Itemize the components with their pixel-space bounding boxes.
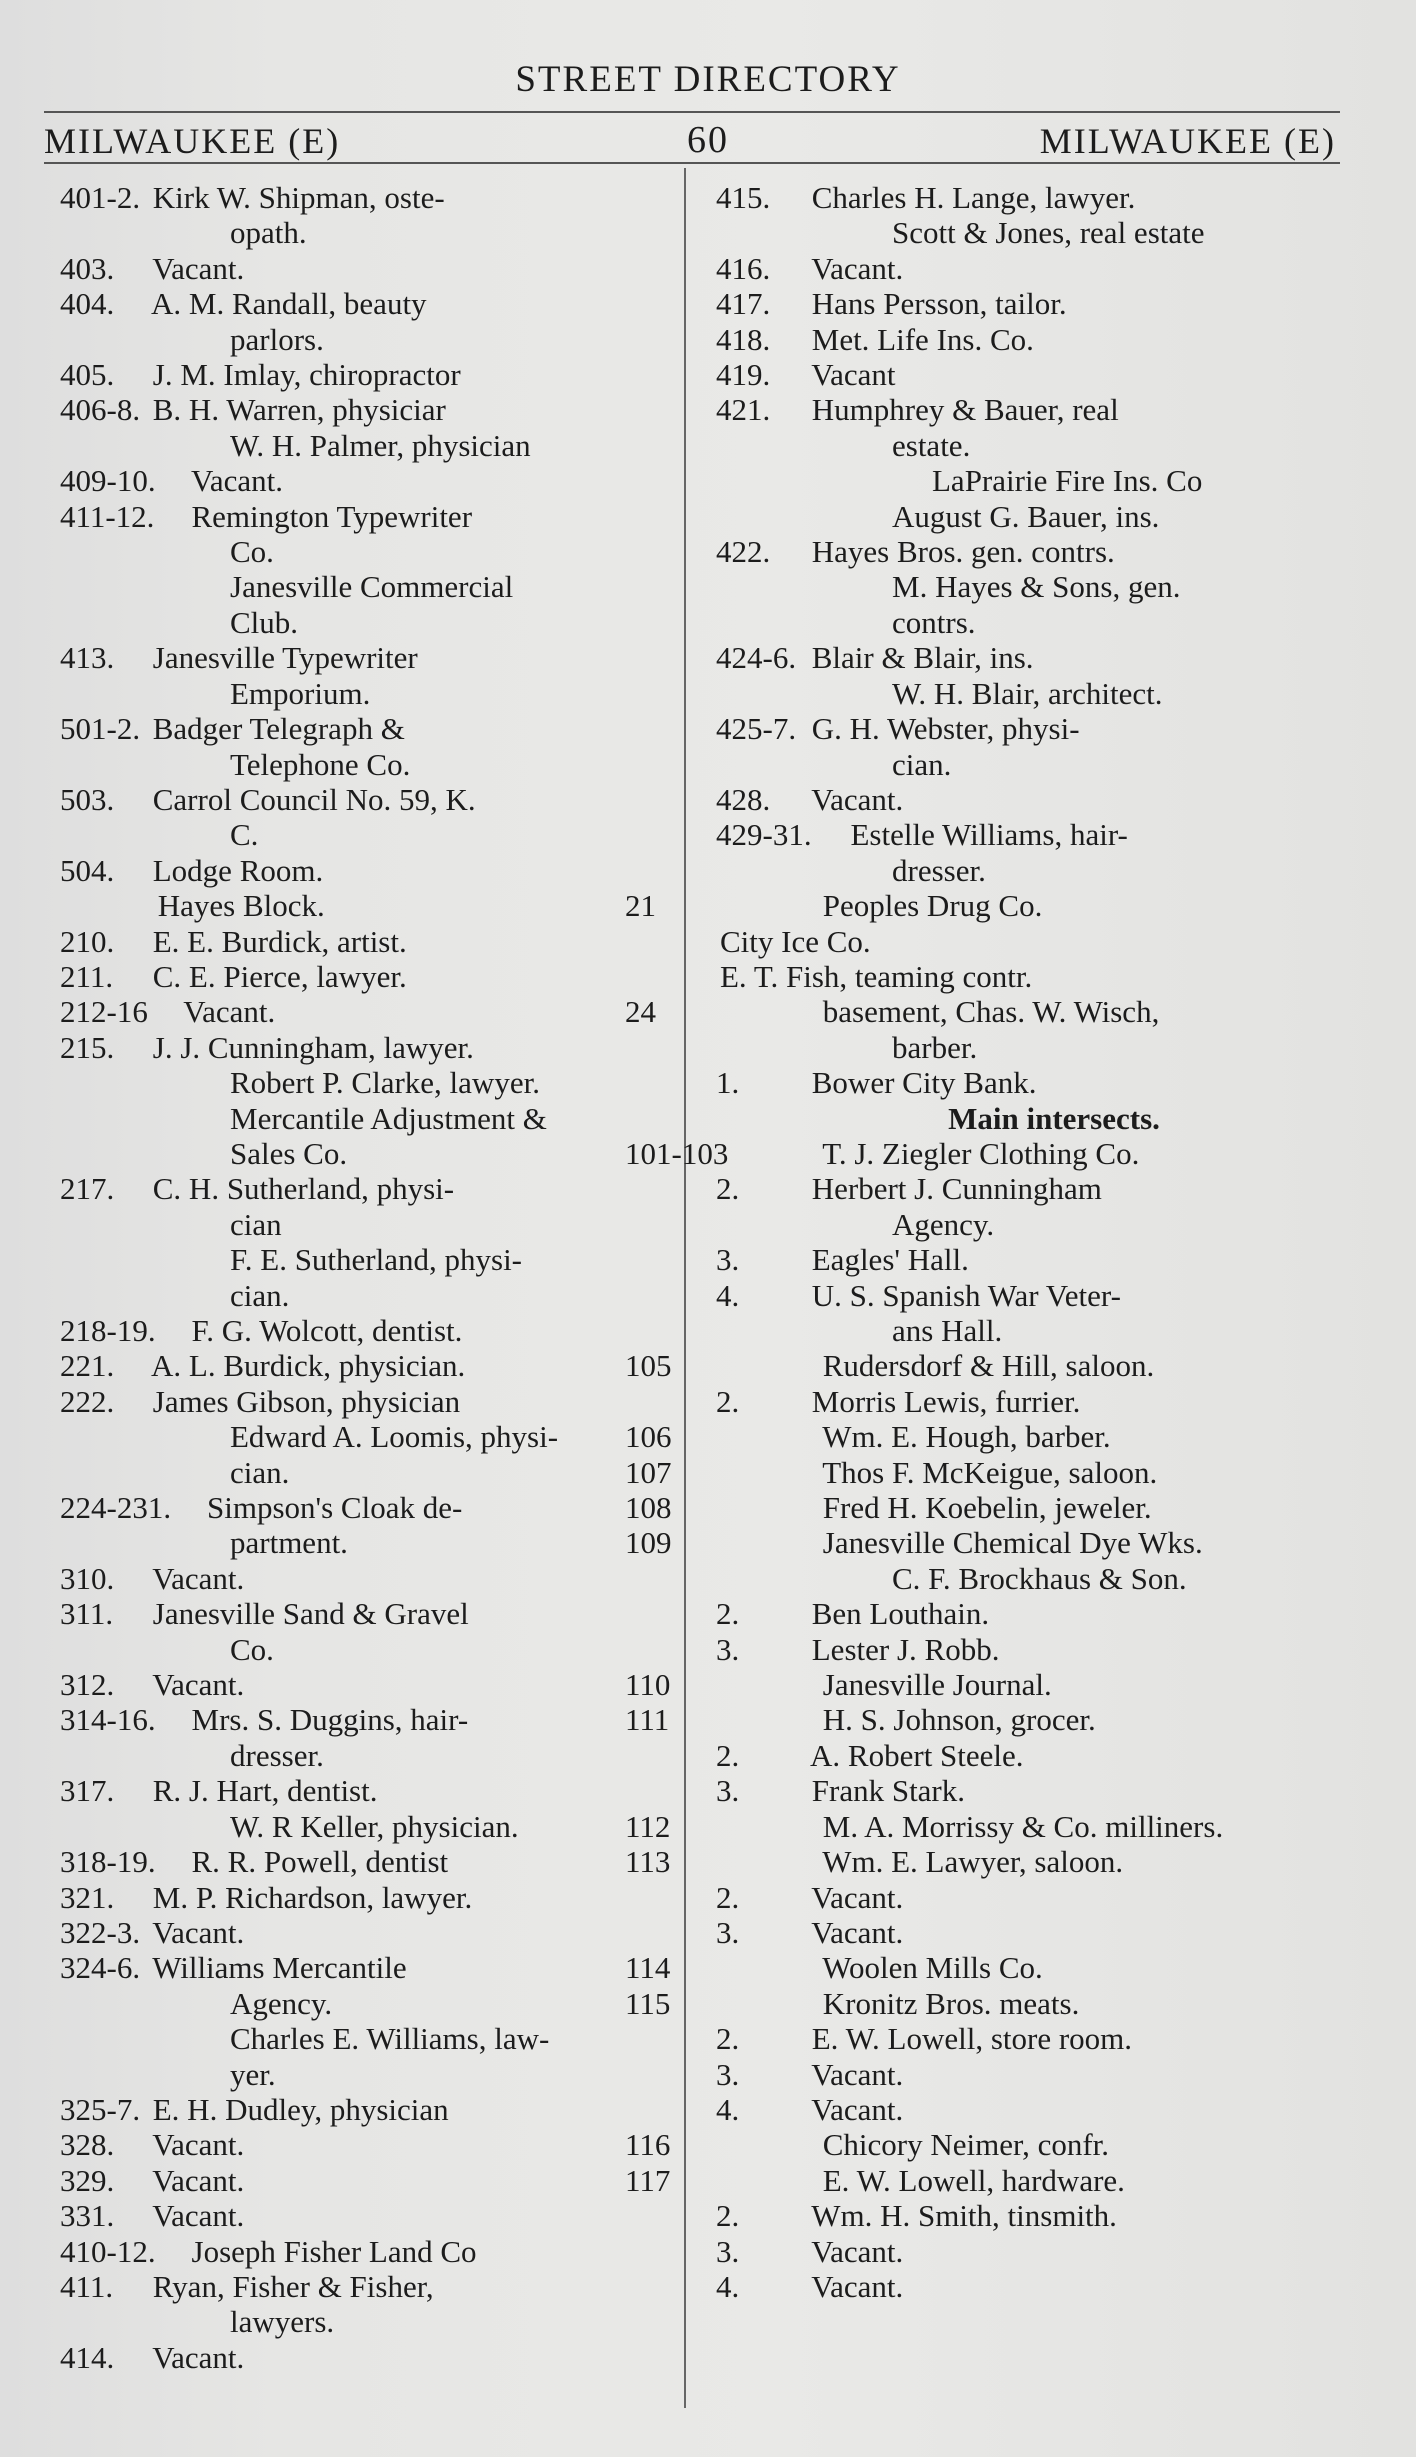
entry-text: J. M. Imlay, chiropractor [152, 357, 461, 393]
entry-text: LaPrairie Fire Ins. Co [932, 463, 1203, 499]
directory-entry [716, 817, 1348, 853]
directory-entry [625, 1525, 1348, 1561]
entry-text: Telephone Co. [230, 746, 411, 782]
entry-text: H. S. Johnson, grocer. [822, 1702, 1096, 1738]
directory-entry: 331. Vacant. [60, 2198, 245, 2234]
entry-text: Mercantile Adjustment & [230, 1100, 547, 1136]
entry-text: Humphrey & Bauer, real [811, 392, 1119, 428]
directory-entry [625, 1950, 1348, 1986]
entry-number: 112 [625, 1808, 671, 1844]
entry-text: Co. [230, 1631, 274, 1667]
entry-text: Charles E. Williams, law- [230, 2021, 550, 2057]
entry-text: Morris Lewis, furrier. [811, 1383, 1081, 1419]
directory-entry [60, 605, 660, 640]
entry-text: Co. [230, 534, 274, 570]
directory-entry [60, 817, 660, 852]
directory-entry [720, 1313, 1348, 1348]
entry-text: barber. [892, 1029, 978, 1065]
entry-text: Blair & Blair, ins. [811, 640, 1034, 676]
directory-entry [625, 994, 1348, 1030]
left-column [60, 180, 660, 2375]
entry-text: Janesville Chemical Dye Wks. [822, 1525, 1203, 1561]
directory-entry: 3. Frank Stark. [716, 1773, 966, 1809]
directory-entry: 1. Bower City Bank. [716, 1065, 1037, 1101]
directory-entry: 424-6. Blair & Blair, ins. [716, 640, 1034, 676]
directory-entry: 3. Lester J. Robb. [716, 1631, 1000, 1667]
entry-text: Fred H. Koebelin, jeweler. [822, 1490, 1152, 1526]
entry-text: Vacant. [183, 994, 276, 1030]
directory-entry: 405. J. M. Imlay, chiropractor [60, 357, 461, 393]
entry-text: Agency. [892, 1206, 995, 1242]
directory-entry [625, 1808, 1348, 1844]
entry-text: A. Robert Steele. [810, 1737, 1024, 1773]
directory-entry [625, 1702, 1348, 1738]
entry-text: Kirk W. Shipman, oste- [152, 180, 445, 215]
entry-text: T. J. Ziegler Clothing Co. [822, 1135, 1140, 1171]
directory-entry [60, 1242, 660, 1277]
directory-entry: 317. R. J. Hart, dentist. [60, 1773, 378, 1809]
entry-text: Vacant. [152, 2127, 245, 2163]
directory-entry: 503. Carrol Council No. 59, K. [60, 781, 476, 817]
entry-number: 24 [625, 994, 656, 1030]
entry-text: Lodge Room. [152, 852, 324, 888]
directory-entry: 321. M. P. Richardson, lawyer. [60, 1879, 473, 1915]
entry-number: 105 [625, 1348, 672, 1384]
directory-entry: 403. Vacant. [60, 250, 245, 286]
directory-entry: 2. Morris Lewis, furrier. [716, 1383, 1081, 1419]
entry-text: E. W. Lowell, store room. [811, 2021, 1133, 2057]
entry-text: Vacant. [811, 1879, 904, 1915]
entry-text: Peoples Drug Co. [822, 888, 1043, 924]
directory-entry: 417. Hans Persson, tailor. [716, 286, 1067, 322]
entry-text: Remington Typewriter [191, 498, 473, 534]
entry-number: 115 [625, 1985, 671, 2021]
directory-entry: 425-7. G. H. Webster, physi- [716, 711, 1080, 747]
entry-text: E. H. Dudley, physician [152, 2091, 449, 2127]
directory-entry [60, 1207, 660, 1242]
entry-text: Agency. [230, 1985, 333, 2021]
entry-text: G. H. Webster, physi- [811, 711, 1080, 747]
directory-entry: 2. E. W. Lowell, store room. [716, 2021, 1133, 2057]
entry-text: opath. [230, 215, 307, 251]
directory-entry [60, 1702, 660, 1737]
entry-number: 106 [625, 1419, 672, 1455]
directory-entry [720, 959, 1348, 994]
entry-text: Mrs. S. Duggins, hair- [191, 1702, 469, 1738]
entry-text: W. R Keller, physician. [230, 1808, 519, 1844]
directory-entry: 414. Vacant. [60, 2339, 245, 2375]
entry-text: Vacant [811, 357, 896, 393]
directory-entry [60, 1455, 660, 1490]
entry-number: 410-12. [60, 2233, 156, 2269]
entry-text: Vacant. [152, 1914, 245, 1950]
entry-text: R. R. Powell, dentist [191, 1844, 449, 1880]
entry-number: 314-16. [60, 1702, 156, 1738]
entry-text: Ben Louthain. [811, 1596, 990, 1632]
directory-entry [60, 1101, 660, 1136]
directory-entry: 418. Met. Life Ins. Co. [716, 321, 1034, 357]
directory-entry [60, 888, 660, 923]
entry-text: Hayes Bros. gen. contrs. [811, 534, 1115, 570]
directory-entry [60, 499, 660, 534]
entry-text: basement, Chas. W. Wisch, [822, 994, 1160, 1030]
directory-entry: 411. Ryan, Fisher & Fisher, [60, 2268, 434, 2304]
entry-text: F. E. Sutherland, physi- [230, 1242, 523, 1278]
entry-text: estate. [892, 427, 971, 463]
entry-text: Badger Telegraph & [152, 711, 405, 747]
directory-entry: 221. A. L. Burdick, physician. [60, 1348, 466, 1384]
entry-text: C. H. Sutherland, physi- [152, 1171, 455, 1207]
entry-text: ans Hall. [892, 1313, 1003, 1348]
entry-text: Herbert J. Cunningham [811, 1171, 1102, 1207]
entry-text: Vacant. [811, 781, 904, 817]
entry-text: C. E. Pierce, lawyer. [152, 958, 407, 994]
entry-text: Vacant. [152, 2339, 245, 2375]
entry-text: E. T. Fish, teaming contr. [720, 958, 1033, 994]
entry-number [60, 888, 150, 923]
directory-entry [720, 605, 1348, 640]
entry-number: 108 [625, 1490, 672, 1526]
directory-entry [720, 215, 1348, 250]
directory-entry: 428. Vacant. [716, 781, 904, 817]
right-column [625, 180, 1348, 2304]
directory-entry [60, 1419, 660, 1454]
directory-entry [60, 2304, 660, 2339]
directory-entry [60, 428, 660, 463]
directory-entry: 3. Vacant. [716, 2233, 904, 2269]
entry-text: Ryan, Fisher & Fisher, [152, 2268, 434, 2304]
directory-entry [60, 1632, 660, 1667]
directory-entry [720, 747, 1348, 782]
directory-entry: 2. A. Robert Steele. [716, 1737, 1024, 1773]
entry-text: Vacant. [811, 2233, 904, 2269]
directory-entry [625, 1490, 1348, 1526]
directory-entry [625, 1985, 1348, 2021]
entry-text: contrs. [892, 604, 976, 640]
directory-entry [625, 1667, 1348, 1703]
entry-text: Janesville Commercial [230, 569, 514, 605]
directory-entry [60, 2021, 660, 2056]
directory-entry [720, 924, 1348, 959]
entry-text: Joseph Fisher Land Co [191, 2233, 477, 2269]
directory-entry [625, 2162, 1348, 2198]
entry-text: C. F. Brockhaus & Son. [892, 1560, 1187, 1596]
entry-text: Eagles' Hall. [811, 1242, 969, 1278]
directory-entry [60, 2234, 660, 2269]
directory-entry: 422. Hayes Bros. gen. contrs. [716, 534, 1115, 570]
directory-entry [60, 463, 660, 498]
directory-entry [60, 1844, 660, 1879]
directory-entry [720, 463, 1348, 498]
entry-text: W. H. Blair, architect. [892, 675, 1163, 711]
entry-text: Janesville Sand & Gravel [152, 1596, 469, 1632]
entry-text: M. P. Richardson, lawyer. [152, 1879, 473, 1915]
directory-entry [625, 1135, 1348, 1171]
entry-text: Vacant. [152, 250, 245, 286]
entry-text: Vacant. [811, 250, 904, 286]
entry-text: Thos F. McKeigue, saloon. [822, 1454, 1158, 1490]
entry-text: Carrol Council No. 59, K. [152, 781, 476, 817]
entry-number: 109 [625, 1525, 672, 1561]
entry-text: City Ice Co. [720, 923, 871, 959]
entry-text: Charles H. Lange, lawyer. [811, 180, 1136, 215]
entry-text: J. J. Cunningham, lawyer. [152, 1029, 474, 1065]
entry-text: C. [230, 817, 259, 853]
entry-text: Vacant. [152, 1560, 245, 1596]
directory-entry: 3. Vacant. [716, 2056, 904, 2092]
directory-entry [60, 676, 660, 711]
entry-text: E. E. Burdick, artist. [152, 923, 407, 959]
directory-entry [60, 1986, 660, 2021]
entry-text: lawyers. [230, 2304, 335, 2340]
directory-entry: 404. A. M. Randall, beauty [60, 286, 427, 322]
directory-entry [60, 1738, 660, 1773]
entry-number: 212-16 [60, 994, 148, 1030]
directory-entry [720, 1030, 1348, 1065]
directory-entry: 3. Vacant. [716, 1914, 904, 1950]
entry-text: Rudersdorf & Hill, saloon. [822, 1348, 1155, 1384]
directory-entry [720, 853, 1348, 888]
entry-text: dresser. [892, 852, 986, 888]
directory-entry [60, 994, 660, 1029]
header-rule-top [44, 111, 1340, 113]
directory-entry [60, 322, 660, 357]
directory-entry: 329. Vacant. [60, 2162, 245, 2198]
entry-text: Sales Co. [230, 1135, 348, 1171]
directory-entry [60, 1313, 660, 1348]
entry-text: Janesville Typewriter [152, 640, 418, 676]
entry-text: Vacant. [811, 2056, 904, 2092]
entry-text: Estelle Williams, hair- [850, 817, 1128, 853]
entry-text: Hans Persson, tailor. [811, 286, 1067, 322]
directory-entry: 2. Ben Louthain. [716, 1596, 990, 1632]
directory-entry [60, 1490, 660, 1525]
directory-entry: 4. U. S. Spanish War Veter- [716, 1277, 1121, 1313]
entry-text: Lester J. Robb. [811, 1631, 1000, 1667]
directory-entry: 4. Vacant. [716, 2091, 904, 2127]
entry-text: parlors. [230, 321, 324, 357]
directory-entry [720, 569, 1348, 604]
directory-entry [60, 569, 660, 604]
entry-text: Wm. H. Smith, tinsmith. [811, 2198, 1117, 2234]
directory-entry [625, 1454, 1348, 1490]
entry-text: Simpson's Cloak de- [207, 1490, 463, 1526]
directory-entry [60, 1809, 660, 1844]
directory-entry: 416. Vacant. [716, 250, 904, 286]
entry-number: 107 [625, 1454, 672, 1490]
directory-entry: 310. Vacant. [60, 1560, 245, 1596]
entry-text: cian. [230, 1454, 290, 1490]
entry-number: 116 [625, 2127, 671, 2163]
directory-entry [60, 534, 660, 569]
directory-entry: 217. C. H. Sutherland, physi- [60, 1171, 455, 1207]
directory-entry: 413. Janesville Typewriter [60, 640, 418, 676]
entry-text: Club. [230, 604, 299, 640]
directory-entry: 322-3. Vacant. [60, 1914, 245, 1950]
directory-entry: 324-6. Williams Mercantile [60, 1950, 407, 1986]
directory-entry [625, 1419, 1348, 1455]
directory-entry [60, 1525, 660, 1560]
directory-entry: 211. C. E. Pierce, lawyer. [60, 958, 407, 994]
entry-text: Janesville Journal. [822, 1667, 1052, 1703]
entry-text: W. H. Palmer, physician [230, 427, 531, 463]
entry-text: Robert P. Clarke, lawyer. [230, 1065, 540, 1101]
entry-text: Frank Stark. [811, 1773, 966, 1809]
directory-entry [720, 428, 1348, 463]
directory-entry [60, 1065, 660, 1100]
entry-text: cian [230, 1206, 282, 1242]
directory-entry: 210. E. E. Burdick, artist. [60, 923, 407, 959]
directory-entry: 421. Humphrey & Bauer, real [716, 392, 1119, 428]
directory-entry: 328. Vacant. [60, 2127, 245, 2163]
entry-text: A. M. Randall, beauty [151, 286, 427, 322]
directory-entry: 504. Lodge Room. [60, 852, 324, 888]
directory-entry: 406-8. B. H. Warren, physiciar [60, 392, 446, 428]
entry-text: Hayes Block. [157, 888, 325, 924]
entry-number: 429-31. [716, 817, 812, 853]
entry-text: F. G. Wolcott, dentist. [191, 1313, 463, 1348]
directory-entry [720, 1561, 1348, 1596]
directory-entry [720, 499, 1348, 534]
directory-entry [625, 1348, 1348, 1384]
entry-text: Vacant. [190, 463, 284, 499]
entry-text: cian. [230, 1277, 290, 1313]
entry-text: Edward A. Loomis, physi- [230, 1419, 559, 1455]
directory-entry: 3. Eagles' Hall. [716, 1242, 969, 1278]
directory-entry: 415. Charles H. Lange, lawyer. [716, 180, 1136, 215]
column-divider [684, 168, 686, 2408]
directory-entry: 325-7. E. H. Dudley, physician [60, 2091, 449, 2127]
entry-number: 411-12. [60, 498, 155, 534]
entry-number: 110 [625, 1667, 671, 1703]
entry-number: 21 [625, 888, 656, 924]
entry-text: Kronitz Bros. meats. [822, 1985, 1080, 2021]
directory-entry: 312. Vacant. [60, 1667, 245, 1703]
entry-text: Vacant. [811, 2268, 904, 2304]
entry-text: partment. [230, 1525, 348, 1561]
entry-text: Vacant. [811, 2091, 904, 2127]
directory-entry [720, 1101, 1348, 1136]
directory-entry: 419. Vacant [716, 357, 896, 393]
directory-entry [720, 676, 1348, 711]
entry-text: cian. [892, 746, 952, 782]
entry-text: Woolen Mills Co. [822, 1950, 1043, 1986]
entry-text: Vacant. [152, 1667, 245, 1703]
header-rule-bottom [44, 162, 1340, 164]
entry-number: 117 [625, 2162, 671, 2198]
entry-text: Scott & Jones, real estate [892, 215, 1205, 251]
entry-number: 318-19. [60, 1844, 156, 1880]
entry-text: A. L. Burdick, physician. [151, 1348, 466, 1384]
header-left: MILWAUKEE (E) [44, 121, 341, 161]
entry-number: 101-103 [625, 1135, 729, 1171]
entry-text: U. S. Spanish War Veter- [811, 1277, 1121, 1313]
entry-text: Wm. E. Hough, barber. [822, 1419, 1111, 1455]
entry-text: R. J. Hart, dentist. [152, 1773, 378, 1809]
entry-text: dresser. [230, 1737, 324, 1773]
directory-entry [60, 215, 660, 250]
entry-number: 114 [625, 1950, 671, 1986]
entry-text: Wm. E. Lawyer, saloon. [822, 1844, 1124, 1880]
directory-entry: 2. Vacant. [716, 1879, 904, 1915]
entry-text: M. Hayes & Sons, gen. [892, 569, 1181, 605]
directory-entry [625, 888, 1348, 924]
directory-entry [60, 747, 660, 782]
entry-number: 113 [625, 1844, 671, 1880]
directory-entry: 2. Wm. H. Smith, tinsmith. [716, 2198, 1117, 2234]
directory-entry [60, 2057, 660, 2092]
entry-number: 218-19. [60, 1313, 156, 1348]
directory-entry [625, 1844, 1348, 1880]
entry-number: 111 [625, 1702, 670, 1738]
entry-number: 224-231. [60, 1490, 172, 1526]
page-number: 60 [687, 119, 729, 161]
directory-entry [625, 2127, 1348, 2163]
entry-number: 409-10. [60, 463, 156, 499]
directory-entry: 501-2. Badger Telegraph & [60, 711, 405, 747]
directory-entry [60, 1278, 660, 1313]
directory-entry [720, 1207, 1348, 1242]
entry-text: Vacant. [152, 2162, 245, 2198]
entry-text: Emporium. [230, 675, 371, 711]
entry-text: M. A. Morrissy & Co. milliners. [822, 1808, 1224, 1844]
directory-entry: 222. James Gibson, physician [60, 1383, 461, 1419]
page-title: STREET DIRECTORY [515, 59, 901, 100]
entry-text: E. W. Lowell, hardware. [822, 2162, 1125, 2198]
entry-text: James Gibson, physician [152, 1383, 461, 1419]
directory-entry: 215. J. J. Cunningham, lawyer. [60, 1029, 474, 1065]
header-right: MILWAUKEE (E) [1039, 121, 1336, 161]
entry-text: Vacant. [152, 2198, 245, 2234]
entry-text: Met. Life Ins. Co. [811, 321, 1034, 357]
entry-text: Chicory Neimer, confr. [822, 2127, 1110, 2163]
entry-text: Main intersects. [948, 1100, 1160, 1136]
directory-entry: 4. Vacant. [716, 2268, 904, 2304]
entry-text: B. H. Warren, physiciar [152, 392, 446, 428]
entry-text: August G. Bauer, ins. [892, 498, 1160, 534]
directory-entry: 311. Janesville Sand & Gravel [60, 1596, 469, 1632]
entry-text: yer. [230, 2056, 276, 2092]
entry-text: Williams Mercantile [152, 1950, 407, 1986]
directory-entry: 401-2. Kirk W. Shipman, oste- [60, 180, 445, 215]
directory-entry: 2. Herbert J. Cunningham [716, 1171, 1102, 1207]
entry-text: Bower City Bank. [811, 1065, 1037, 1101]
entry-text: Vacant. [811, 1914, 904, 1950]
directory-entry [60, 1136, 660, 1171]
